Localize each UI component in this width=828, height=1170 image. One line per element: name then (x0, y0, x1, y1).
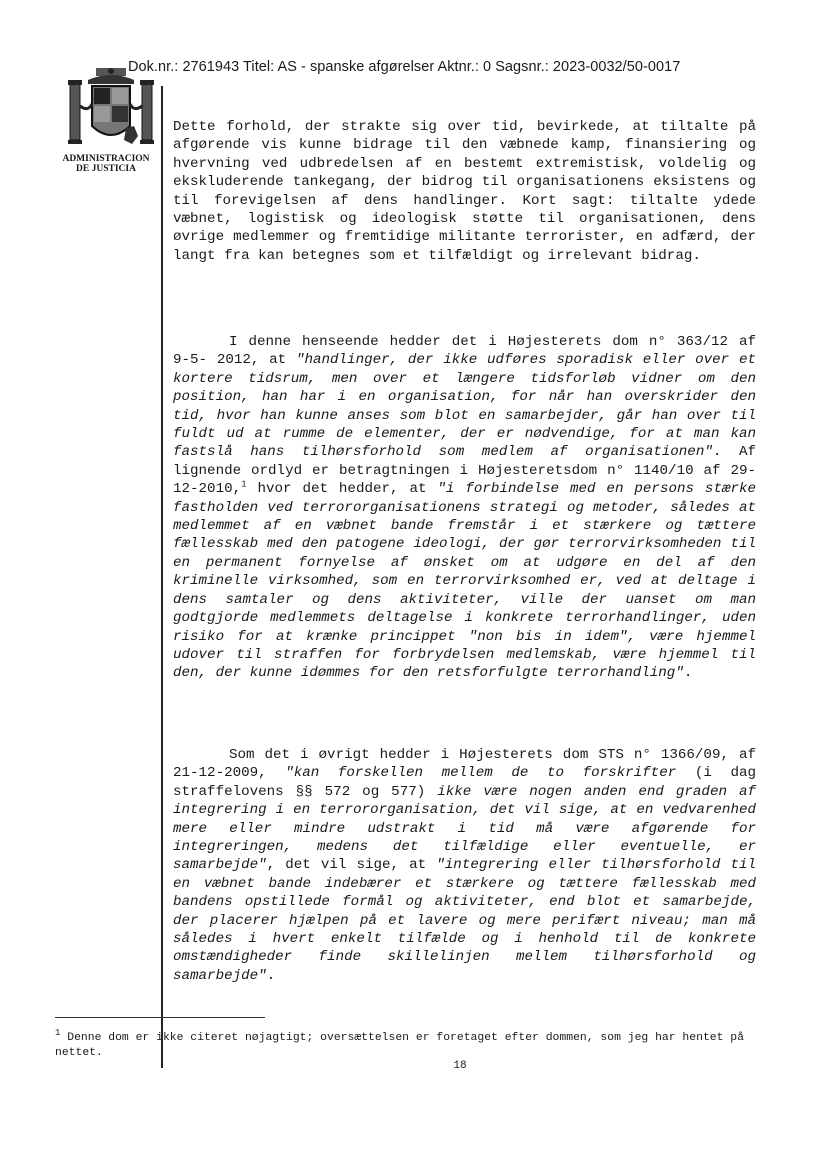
footnote-ref: 1 (241, 479, 247, 490)
page-number: 18 (453, 1060, 467, 1072)
paragraph-3: Som det i øvrigt hedder i Højesterets dom STS n° 1366/09, af 21-12-2009, "kan forskellen mellem de to forskrifter (i dag straffelovens §§ 572 og 577) ikke være nogen anden end graden af integrering i en terrororganisation, det vil sige, at en vedvarenhed mere eller mindre udstrakt i tid må være afgørende for integreringen, medens det tilfældige eller eventuelle, er samarbejde", det vil sige, at "integrering eller tilhørsforhold til en væbnet bande indebærer et stærkere og tættere fællesskab med bandens opstillede formål og aktiviteter, end blot et samarbejde, der placerer hjælpen på et lavere og mere perifært niveau; man må således i hvert enkelt tilfælde og i henhold til de konkrete omstændigheder finde skillelinjen mellem tilhørsforhold og samarbejde". (173, 747, 757, 984)
logo-caption: ADMINISTRACION DE JUSTICIA (62, 154, 150, 174)
paragraph-2: I denne henseende hedder det i Højesterets dom n° 363/12 af 9-5- 2012, at "handlinger, der ikke udføres sporadisk eller over et kortere tidsrum, men over et længere tidsforløb vidner om den position, han har i en organisation, for når han overskrider den tid, hvor han kunne anses som blot en samarbejder, går han over til fuldt ud at rumme de elementer, der er nødvendige, for at man kan fastslå hans tilhørsforhold som medlem af organisationen". Af lignende ordlyd er betragtningen i Højesteretsdom n° 1140/10 af 29-12-2010,$^1$ hvor det hedder, at "i forbindelse med en persons stærke fastholden ved terrororganisationens strategi og metoder, således at medlemmet af en væbnet bande fremstår i et stærkere og tættere fællesskab med den patogene ideologi, der gør terrorvirksomheden til en permanent fornyelse af ønsket om at udgøre en del af den kriminelle virksomhed, som en terrorvirksomhed er, ved at deltage i dens samtaler og dens aktiviteter, ville der uanset om man godtgjorde medlemmets deltagelse i konkrete terrorhandlinger, uden risiko for at krænke princippet "non bis in idem", være hjemmel udover til straffen for forbrydelsen medlemskab, være hjemmel til den, der kunne idømmes for den retsforfulgte terrorhandling". (173, 334, 757, 682)
footnote-separator (55, 1017, 265, 1018)
paragraph-1: Dette forhold, der strakte sig over tid, bevirkede, at tiltalte på afgørende vis kunne bidrage til den væbnede kamp, finansiering og hvervning ved udbredelsen af en bestemt extremistisk, voldelig og ekskluderende tankegang, der bidrog til organisationens eksistens og til forevigelsen af dens handlinger. Kort sagt: tiltalte ydede væbnet, logistisk og ideologisk støtte til organisationen, dens øvrige medlemmer og fremtidige militante terrorister, en adfærd, der langt fra kan betegnes som et tilfældigt og irrelevant bidrag. (173, 119, 756, 264)
margin-rule (161, 86, 163, 1068)
footnote: $^1$ Denne dom er ikke citeret nøjagtigt; oversættelsen er foretaget efter dommen, som jeg har hentet på nettet. (55, 1028, 744, 1059)
document-header: Dok.nr.: 2761943 Titel: AS - spanske afgørelser Aktnr.: 0 Sagsnr.: 2023-0032/50-0017 (128, 59, 681, 75)
